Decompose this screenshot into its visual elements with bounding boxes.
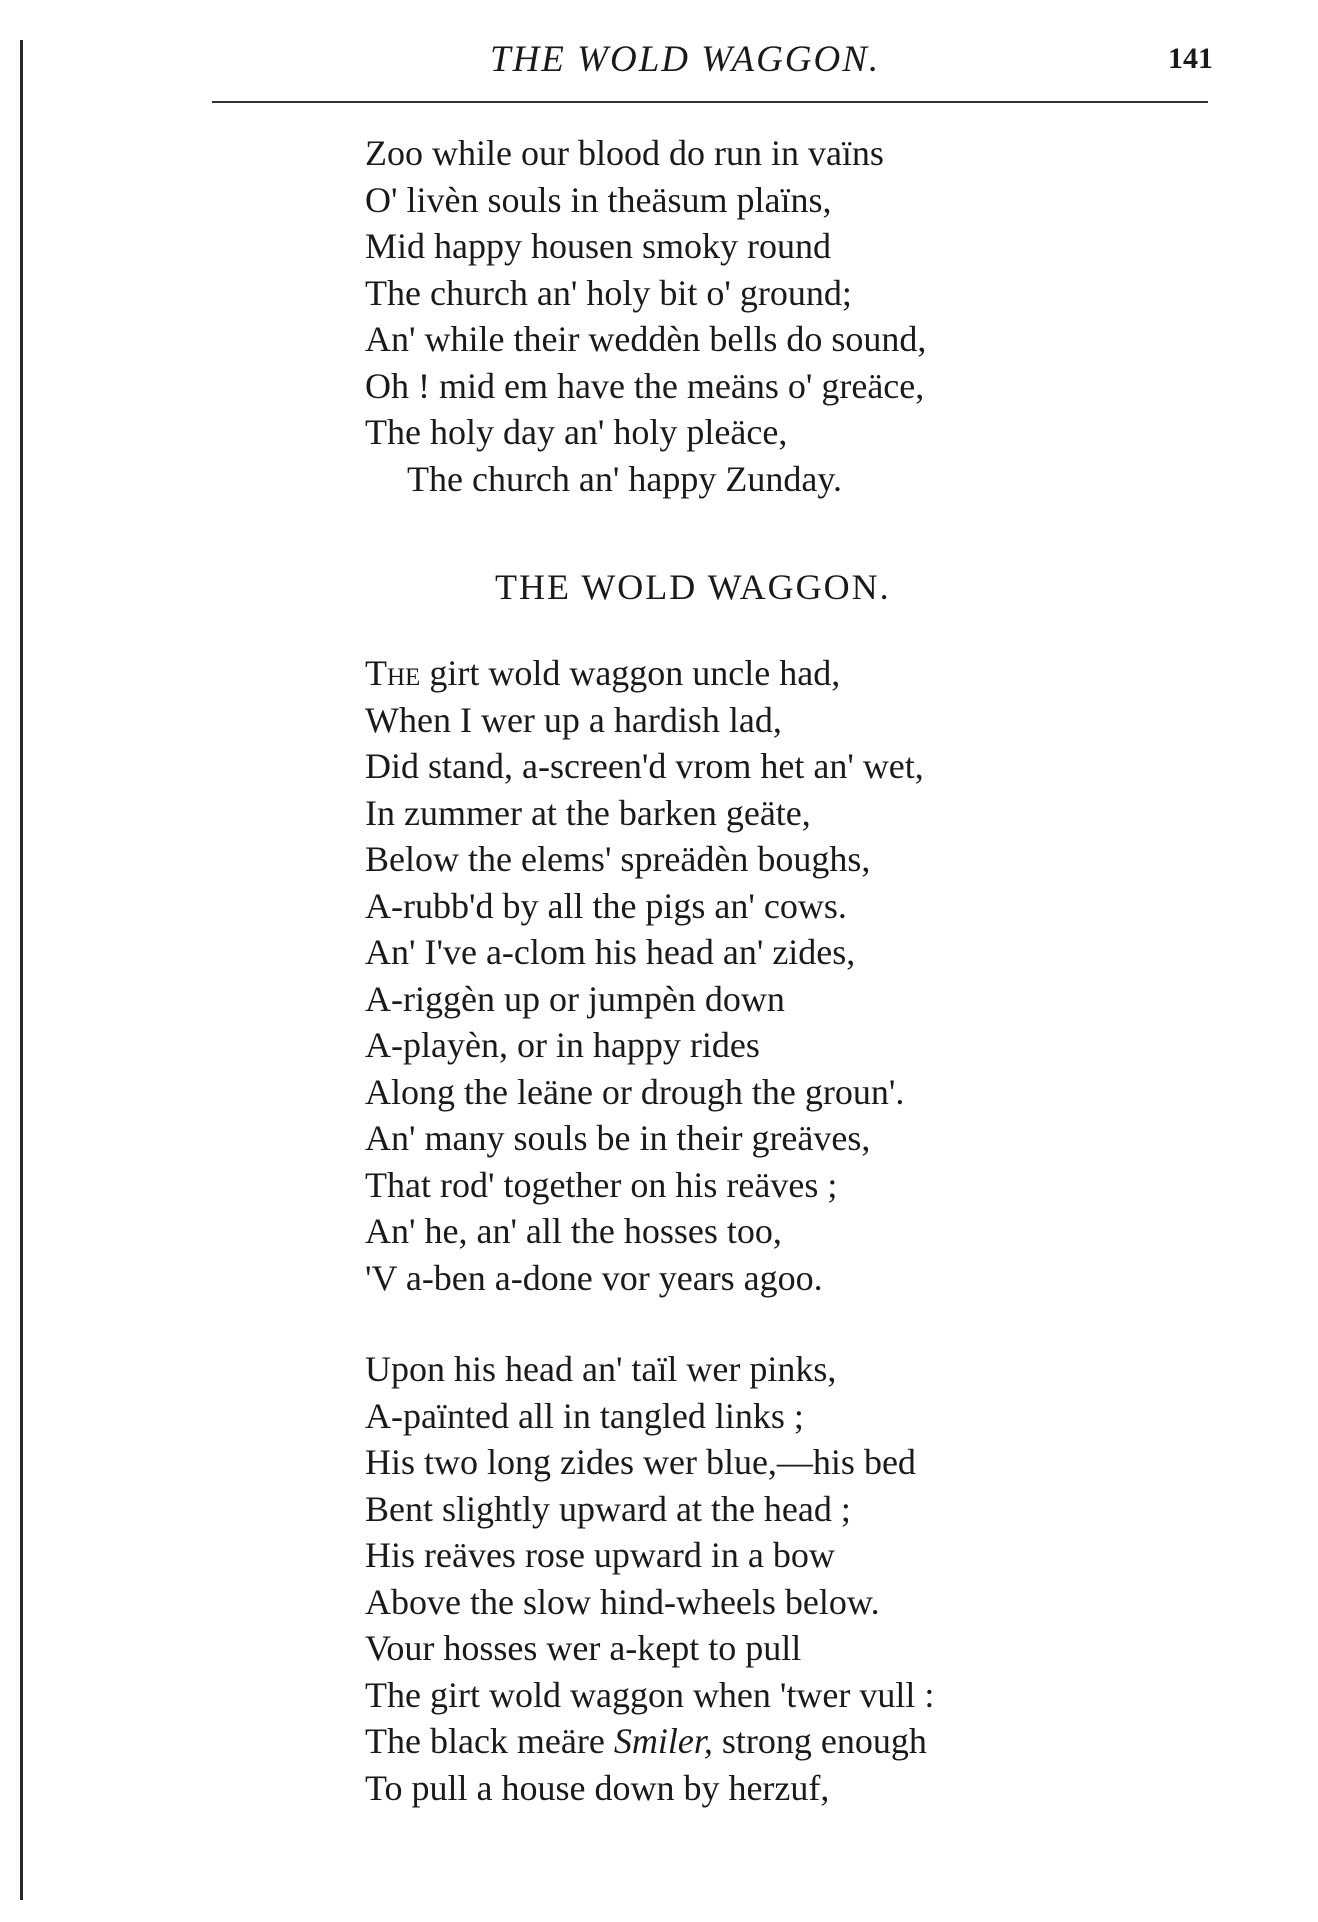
verse-line: A-playèn, or in happy rides	[365, 1025, 760, 1065]
page-header	[0, 38, 1318, 88]
verse-line-first	[365, 650, 924, 697]
poem-title	[0, 566, 1318, 608]
verse-line: Vour hosses wer a-kept to pull	[365, 1628, 802, 1668]
verse-line: An' I've a-clom his head an' zides,	[365, 932, 856, 972]
smiler-line-end: strong enough	[712, 1721, 927, 1761]
verse-line: A-rubb'd by all the pigs an' cows.	[365, 885, 847, 926]
verse-line: An' he, an' all the hosses too,	[365, 1211, 782, 1251]
verse-line: An' many souls be in their greäves,	[365, 1118, 871, 1158]
verse-line: O' livèn souls in theäsum plaïns,	[365, 179, 832, 220]
verse-line: The holy day an' holy pleäce,	[365, 412, 788, 452]
verse-line: A-riggèn up or jumpèn down	[365, 978, 785, 1019]
verse-line: Oh ! mid em have the meäns o' greäce,	[365, 365, 925, 406]
verse-line: His reäves rose upward in a bow	[365, 1535, 835, 1575]
smiler-line-start: The black meäre	[365, 1721, 614, 1761]
poem-stanza-2	[365, 1346, 934, 1811]
verse-line: That rod' together on his reäves ;	[365, 1164, 838, 1205]
verse-line: Mid happy housen smoky round	[365, 226, 831, 266]
verse-line: When I wer up a hardish lad,	[365, 699, 782, 740]
refrain-line: The church an' happy Zunday.	[407, 458, 842, 499]
poem-title-text: THE WOLD WAGGON.	[495, 567, 891, 607]
verse-line: Zoo while our blood do run in vaïns	[365, 133, 884, 173]
verse-line: In zummer at the barken geäte,	[365, 792, 811, 833]
verse-line: Did stand, a-screen'd vrom het an' wet,	[365, 746, 924, 786]
page-binding-edge	[20, 40, 23, 1900]
verse-line: A-païnted all in tangled links ;	[365, 1395, 804, 1436]
verse-line: An' while their weddèn bells do sound,	[365, 319, 927, 359]
verse-line: The church an' holy bit o' ground;	[365, 272, 852, 313]
verse-line-smiler	[365, 1718, 934, 1765]
first-line-rest: girt wold waggon uncle had,	[420, 653, 841, 693]
verse-line: Above the slow hind-wheels below.	[365, 1581, 880, 1622]
poem-stanza-1	[365, 650, 924, 1301]
verse-line: His two long zides wer blue,—his bed	[365, 1442, 916, 1482]
verse-line: Below the elems' spreädèn boughs,	[365, 839, 871, 879]
verse-line: Bent slightly upward at the head ;	[365, 1488, 851, 1529]
verse-line: 'V a-ben a-done vor years agoo.	[365, 1257, 823, 1298]
verse-line: To pull a house down by herzuf,	[365, 1767, 830, 1808]
opening-word: The	[365, 653, 421, 693]
verse-line: The girt wold waggon when 'twer vull :	[365, 1674, 935, 1715]
header-rule	[212, 101, 1208, 103]
verse-line: Along the leäne or drough the groun'.	[365, 1071, 905, 1112]
horse-name: Smiler,	[613, 1721, 713, 1761]
running-title: THE WOLD WAGGON.	[490, 39, 881, 80]
page-number: 141	[1168, 42, 1213, 75]
verse-line: Upon his head an' taïl wer pinks,	[365, 1349, 837, 1389]
stanza-end-previous-poem	[365, 130, 926, 502]
